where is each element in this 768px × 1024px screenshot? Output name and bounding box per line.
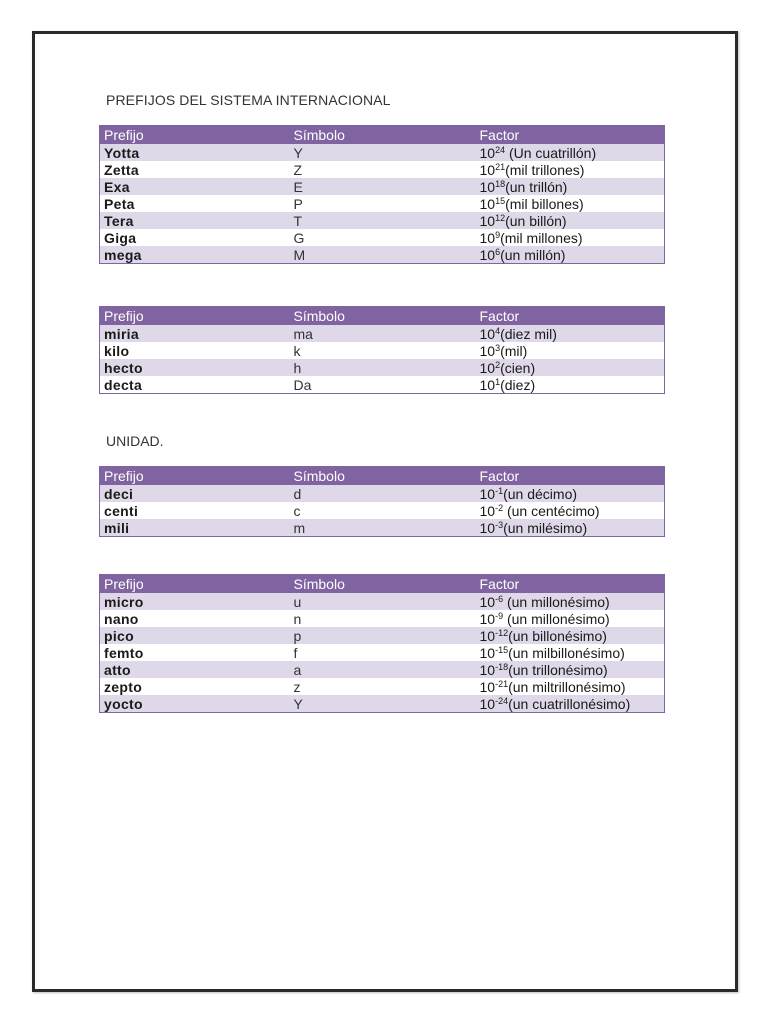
- factor-description: (mil billones): [505, 195, 584, 212]
- factor-exponent: -2: [495, 502, 504, 513]
- table-row: [100, 502, 665, 519]
- factor-exponent: 12: [495, 212, 506, 223]
- header-prefijo: Prefijo: [100, 126, 290, 145]
- table-row: [100, 661, 665, 678]
- factor-exponent: -24: [495, 695, 509, 706]
- factor-description: (un millonésimo): [503, 610, 610, 627]
- factor-description: (un cuatrillonésimo): [508, 695, 631, 712]
- cell-prefijo: zepto: [100, 678, 290, 695]
- factor-base: 10: [479, 325, 496, 342]
- table-row: [100, 144, 665, 161]
- cell-simbolo: h: [290, 359, 476, 376]
- cell-factor: [476, 485, 665, 502]
- cell-factor: [476, 144, 665, 161]
- factor-base: 10: [479, 627, 496, 644]
- cell-simbolo: c: [290, 502, 476, 519]
- factor-exponent: 15: [495, 195, 506, 206]
- table-header-row: [100, 126, 665, 145]
- factor-exponent: 24: [495, 144, 506, 155]
- factor-description: (un milbillonésimo): [508, 644, 625, 661]
- cell-simbolo: z: [290, 678, 476, 695]
- factor-description: (Un cuatrillón): [505, 144, 597, 161]
- factor-description: (un milésimo): [503, 519, 588, 536]
- cell-prefijo: yocto: [100, 695, 290, 713]
- cell-simbolo: Da: [290, 376, 476, 394]
- prefix-table-submultiples: [99, 466, 665, 537]
- factor-base: 10: [479, 178, 496, 195]
- cell-prefijo: Giga: [100, 229, 290, 246]
- cell-prefijo: centi: [100, 502, 290, 519]
- page-title: PREFIJOS DEL SISTEMA INTERNACIONAL: [106, 92, 391, 108]
- table-row: [100, 161, 665, 178]
- cell-prefijo: pico: [100, 627, 290, 644]
- cell-factor: [476, 627, 665, 644]
- cell-factor: [476, 610, 665, 627]
- factor-exponent: 2: [495, 359, 501, 370]
- cell-prefijo: micro: [100, 593, 290, 610]
- table-row: [100, 644, 665, 661]
- header-prefijo: Prefijo: [100, 575, 290, 594]
- cell-prefijo: kilo: [100, 342, 290, 359]
- prefix-table-medium: [99, 306, 665, 394]
- factor-description: (un trillón): [505, 178, 568, 195]
- cell-prefijo: Peta: [100, 195, 290, 212]
- factor-base: 10: [479, 644, 496, 661]
- prefix-table-small: [99, 574, 665, 713]
- factor-base: 10: [479, 695, 496, 712]
- cell-factor: [476, 661, 665, 678]
- cell-prefijo: decta: [100, 376, 290, 394]
- factor-base: 10: [479, 593, 496, 610]
- cell-prefijo: Exa: [100, 178, 290, 195]
- factor-base: 10: [479, 610, 496, 627]
- header-factor: Factor: [476, 126, 665, 145]
- table-row: [100, 229, 665, 246]
- cell-factor: [476, 519, 665, 537]
- cell-prefijo: deci: [100, 485, 290, 502]
- table-row: [100, 485, 665, 502]
- factor-base: 10: [479, 485, 496, 502]
- header-factor: Factor: [476, 467, 665, 486]
- cell-simbolo: u: [290, 593, 476, 610]
- factor-exponent: -6: [495, 593, 504, 604]
- cell-simbolo: Y: [290, 144, 476, 161]
- table-row: [100, 325, 665, 342]
- table-header-row: [100, 307, 665, 326]
- table-row: [100, 246, 665, 264]
- factor-exponent: 18: [495, 178, 506, 189]
- header-factor: Factor: [476, 307, 665, 326]
- header-simbolo: Símbolo: [290, 467, 476, 486]
- factor-base: 10: [479, 161, 496, 178]
- cell-prefijo: nano: [100, 610, 290, 627]
- table-row: [100, 519, 665, 537]
- cell-factor: [476, 376, 665, 394]
- cell-factor: [476, 593, 665, 610]
- cell-factor: [476, 212, 665, 229]
- table-row: [100, 212, 665, 229]
- factor-base: 10: [479, 342, 496, 359]
- factor-base: 10: [479, 678, 496, 695]
- factor-description: (un billonésimo): [508, 627, 607, 644]
- cell-simbolo: p: [290, 627, 476, 644]
- cell-prefijo: Yotta: [100, 144, 290, 161]
- factor-base: 10: [479, 212, 496, 229]
- prefix-table-large: [99, 125, 665, 264]
- cell-simbolo: f: [290, 644, 476, 661]
- factor-base: 10: [479, 661, 496, 678]
- factor-description: (diez mil): [500, 325, 557, 342]
- cell-simbolo: n: [290, 610, 476, 627]
- factor-description: (diez): [500, 376, 536, 393]
- cell-prefijo: mega: [100, 246, 290, 264]
- cell-factor: [476, 325, 665, 342]
- cell-simbolo: T: [290, 212, 476, 229]
- cell-prefijo: hecto: [100, 359, 290, 376]
- cell-simbolo: P: [290, 195, 476, 212]
- cell-simbolo: Y: [290, 695, 476, 713]
- factor-base: 10: [479, 229, 496, 246]
- factor-base: 10: [479, 519, 496, 536]
- header-prefijo: Prefijo: [100, 467, 290, 486]
- factor-base: 10: [479, 195, 496, 212]
- cell-simbolo: M: [290, 246, 476, 264]
- factor-description: (un décimo): [503, 485, 578, 502]
- factor-exponent: 6: [495, 246, 501, 257]
- factor-base: 10: [479, 359, 496, 376]
- cell-prefijo: Zetta: [100, 161, 290, 178]
- factor-description: (mil): [500, 342, 528, 359]
- factor-exponent: 21: [495, 161, 506, 172]
- cell-simbolo: k: [290, 342, 476, 359]
- header-simbolo: Símbolo: [290, 575, 476, 594]
- factor-exponent: -1: [495, 485, 504, 496]
- factor-base: 10: [479, 502, 496, 519]
- cell-prefijo: Tera: [100, 212, 290, 229]
- cell-prefijo: miria: [100, 325, 290, 342]
- section-title-unidad: UNIDAD.: [106, 433, 164, 449]
- cell-simbolo: ma: [290, 325, 476, 342]
- table-row: [100, 376, 665, 394]
- factor-exponent: 1: [495, 376, 501, 387]
- cell-simbolo: Z: [290, 161, 476, 178]
- factor-exponent: -9: [495, 610, 504, 621]
- header-simbolo: Símbolo: [290, 126, 476, 145]
- cell-factor: [476, 695, 665, 713]
- factor-description: (mil trillones): [505, 161, 585, 178]
- factor-exponent: -12: [495, 627, 509, 638]
- table-header-row: [100, 575, 665, 594]
- cell-factor: [476, 678, 665, 695]
- cell-simbolo: m: [290, 519, 476, 537]
- cell-prefijo: mili: [100, 519, 290, 537]
- factor-description: (un millonésimo): [503, 593, 610, 610]
- cell-prefijo: femto: [100, 644, 290, 661]
- cell-factor: [476, 359, 665, 376]
- factor-base: 10: [479, 376, 496, 393]
- factor-base: 10: [479, 246, 496, 263]
- cell-simbolo: d: [290, 485, 476, 502]
- cell-factor: [476, 178, 665, 195]
- cell-simbolo: a: [290, 661, 476, 678]
- factor-description: (un billón): [505, 212, 567, 229]
- factor-base: 10: [479, 144, 496, 161]
- cell-factor: [476, 644, 665, 661]
- table-row: [100, 195, 665, 212]
- cell-prefijo: atto: [100, 661, 290, 678]
- factor-exponent: 4: [495, 325, 501, 336]
- cell-simbolo: G: [290, 229, 476, 246]
- table-row: [100, 593, 665, 610]
- factor-description: (un centécimo): [503, 502, 600, 519]
- table-row: [100, 627, 665, 644]
- factor-exponent: -3: [495, 519, 504, 530]
- factor-description: (un miltrillonésimo): [508, 678, 626, 695]
- table-row: [100, 342, 665, 359]
- cell-factor: [476, 161, 665, 178]
- table-row: [100, 610, 665, 627]
- factor-exponent: 3: [495, 342, 501, 353]
- header-simbolo: Símbolo: [290, 307, 476, 326]
- table-row: [100, 695, 665, 713]
- factor-description: (un millón): [500, 246, 566, 263]
- cell-factor: [476, 246, 665, 264]
- cell-factor: [476, 195, 665, 212]
- factor-description: (cien): [500, 359, 536, 376]
- cell-factor: [476, 229, 665, 246]
- header-prefijo: Prefijo: [100, 307, 290, 326]
- factor-exponent: -15: [495, 644, 509, 655]
- factor-description: (un trillonésimo): [508, 661, 608, 678]
- cell-factor: [476, 342, 665, 359]
- table-row: [100, 178, 665, 195]
- header-factor: Factor: [476, 575, 665, 594]
- table-header-row: [100, 467, 665, 486]
- factor-exponent: -21: [495, 678, 509, 689]
- table-row: [100, 678, 665, 695]
- factor-exponent: -18: [495, 661, 509, 672]
- factor-description: (mil millones): [500, 229, 583, 246]
- cell-factor: [476, 502, 665, 519]
- table-row: [100, 359, 665, 376]
- cell-simbolo: E: [290, 178, 476, 195]
- factor-exponent: 9: [495, 229, 501, 240]
